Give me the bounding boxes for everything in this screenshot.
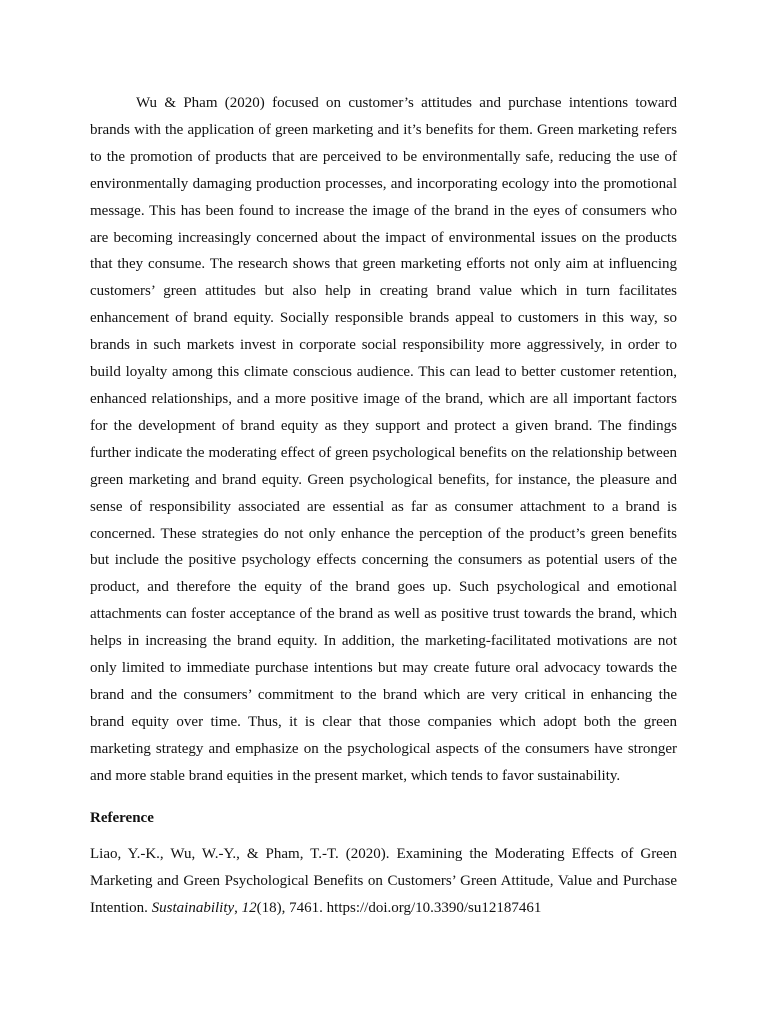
reference-heading: Reference (90, 809, 154, 826)
reference-volume: 12 (241, 899, 257, 916)
reference-entry (90, 841, 677, 922)
reference-journal: Sustainability (151, 899, 235, 916)
reference-authors-title: Liao, Y.-K., Wu, W.-Y., & Pham, T.-T. (2020). Examining the Moderating Effects of Green Marketing and Green Psychological Benefits on Customers’ Green Attitude, Value and Purchase Intention. (90, 845, 677, 916)
reference-separator: , (234, 899, 242, 916)
reference-doi-link[interactable]: https://doi.org/10.3390/su12187461 (326, 899, 542, 916)
document-page (90, 90, 677, 922)
body-paragraph: Wu & Pham (2020) focused on customer’s attitudes and purchase intentions toward brands with the application of green marketing and it’s benefits for them. Green marketing refers to the promotion of products that are perceived to be environmentally safe, reducing the use of environmentally damaging production processes, and incorporating ecology into the promotional message. This has been found to increase the image of the brand in the eyes of consumers who are becoming increasingly concerned about the impact of environmental issues on the products that they consume. The research shows that green marketing efforts not only aim at influencing customers’ green attitudes but also help in creating brand value which in turn facilitates enhancement of brand equity. Socially responsible brands appeal to customers in this way, so brands in such markets invest in corporate social responsibility more aggressively, in order to build loyalty among this climate conscious audience. This can lead to better customer retention, enhanced relationships, and a more positive image of the brand, which are all important factors for the development of brand equity as they support and protect a given brand. The findings further indicate the moderating effect of green psychological benefits on the relationship between green marketing and brand equity. Green psychological benefits, for instance, the pleasure and sense of responsibility associated are essential as far as consumer attachment to a brand is concerned. These strategies do not only enhance the perception of the product’s green benefits but include the positive psychology effects concerning the consumers as potential users of the product, and therefore the equity of the brand goes up. Such psychological and emotional attachments can foster acceptance of the brand as well as positive trust towards the brand, which helps in increasing the brand equity. In addition, the marketing-facilitated motivations are not only limited to immediate purchase intentions but may create future oral advocacy towards the brand and the consumers’ commitment to the brand which are very critical in enhancing the brand equity over time. Thus, it is clear that those companies which adopt both the green marketing strategy and emphasize on the psychological aspects of the consumers have stronger and more stable brand equities in the present market, which tends to favor sustainability. (90, 95, 677, 784)
reference-issue-pages: (18), 7461. (256, 899, 323, 916)
